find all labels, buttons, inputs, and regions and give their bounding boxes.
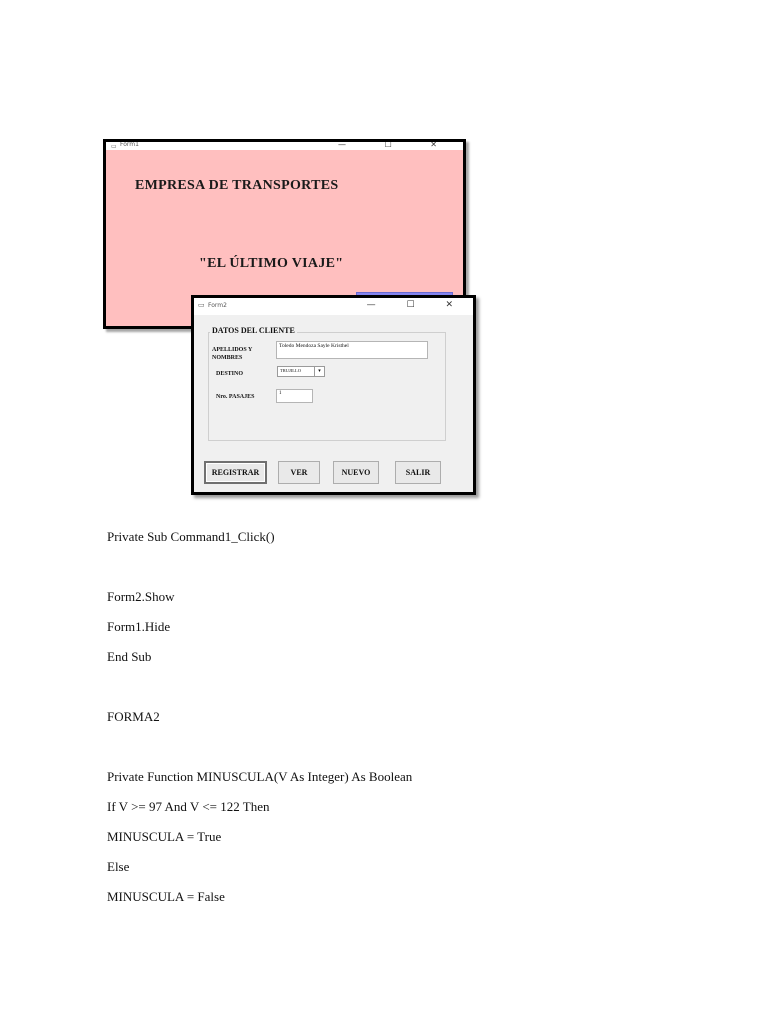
apellidos-label: APELLIDOS Y NOMBRES	[212, 347, 253, 361]
company-heading: EMPRESA DE TRANSPORTES	[135, 178, 339, 193]
form-icon: ▭	[198, 301, 205, 309]
registrar-button[interactable]: REGISTRAR	[204, 461, 267, 484]
salir-button[interactable]: SALIR	[395, 461, 441, 484]
group-label: DATOS DEL CLIENTE	[212, 326, 295, 335]
window-controls[interactable]: — ☐ ✕	[338, 142, 455, 149]
pasajes-field[interactable]: 1	[276, 389, 313, 403]
destino-value: TRUJILLO	[280, 368, 301, 373]
nuevo-button[interactable]: NUEVO	[333, 461, 379, 484]
company-name-heading: "EL ÚLTIMO VIAJE"	[199, 256, 344, 271]
code-line: Else	[107, 859, 130, 874]
window-controls[interactable]: — ☐ ✕	[366, 300, 467, 310]
apellidos-field[interactable]: Toledo Mendoza Sayle Kristhel	[276, 341, 428, 359]
code-line: Private Sub Command1_Click()	[107, 529, 275, 544]
code-line: If V >= 97 And V <= 122 Then	[107, 799, 270, 814]
code-line: MINUSCULA = False	[107, 889, 225, 904]
form2-title: Form2	[208, 302, 227, 309]
code-line: Form2.Show	[107, 589, 175, 604]
code-line: End Sub	[107, 649, 152, 664]
code-line: Private Function MINUSCULA(V As Integer) As Boolean	[107, 769, 413, 784]
chevron-down-icon[interactable]: ▾	[314, 367, 324, 376]
ver-button[interactable]: VER	[278, 461, 320, 484]
section-heading: FORMA2	[107, 709, 160, 724]
pasajes-label: Nro. PASAJES	[216, 394, 255, 400]
form2-titlebar	[194, 298, 473, 315]
destino-label: DESTINO	[216, 371, 244, 377]
form1-titlebar	[106, 142, 463, 150]
destino-select[interactable]	[277, 366, 325, 377]
form-icon: ▭	[111, 143, 117, 150]
form2-window	[191, 295, 476, 495]
code-line: MINUSCULA = True	[107, 829, 222, 844]
code-line: Form1.Hide	[107, 619, 171, 634]
form1-title: Form1	[120, 142, 139, 148]
